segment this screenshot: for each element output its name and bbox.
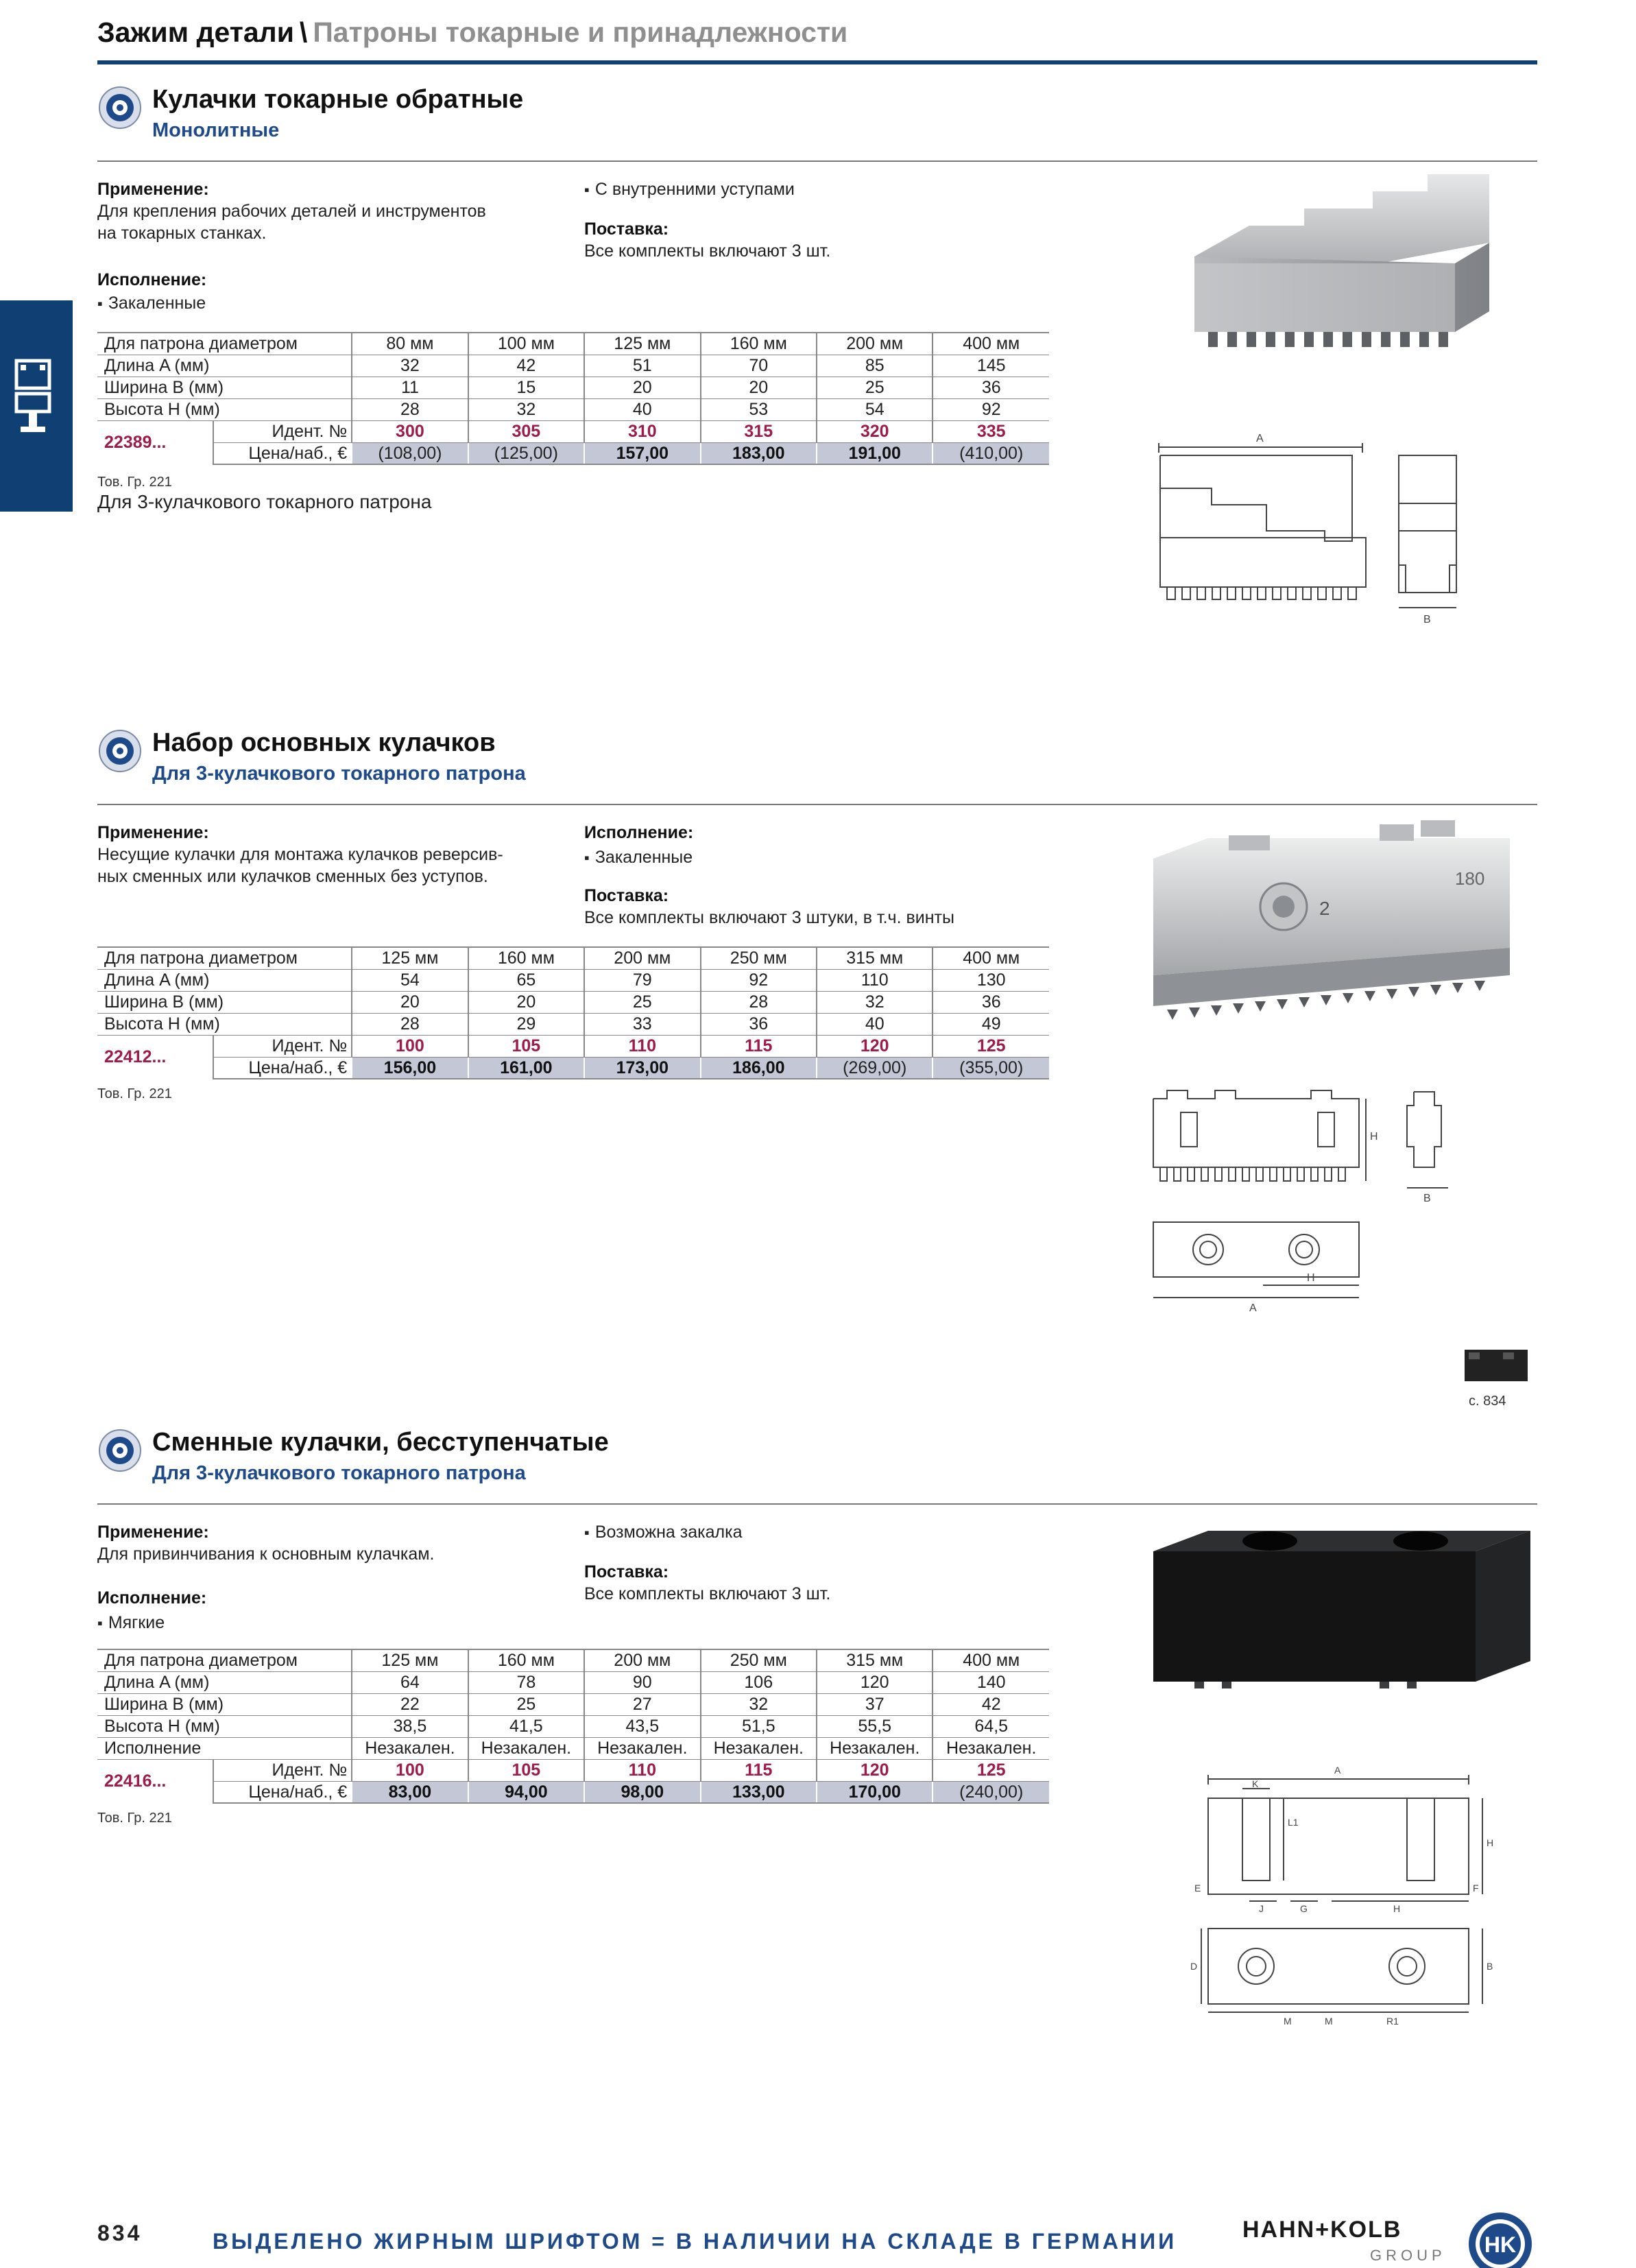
ident-cell: 315 — [701, 420, 817, 442]
application-text-line: Для крепления рабочих деталей и инструментов — [97, 202, 486, 221]
ident-cell: 110 — [584, 1759, 700, 1781]
base-jaw-drawing — [1140, 1071, 1551, 1332]
stock-note: ВЫДЕЛЕНО ЖИРНЫМ ШРИФТОМ = В НАЛИЧИИ НА СКЛАДЕ В ГЕРМАНИИ — [213, 2229, 1177, 2254]
supply-text: Все комплекты включают 3 штуки, в т.ч. винты — [584, 908, 954, 927]
dimension-h2-label: H — [1393, 1903, 1401, 1914]
dimension-a-label: A — [1256, 433, 1264, 444]
dimension-a-label: A — [1334, 1765, 1341, 1776]
dimension-b-label: B — [1487, 1961, 1493, 1972]
price-cell: 98,00 — [584, 1781, 700, 1803]
execution-item: ▪ Закаленные — [584, 846, 693, 869]
size-cell: 250 мм — [701, 947, 817, 969]
section-side-tab — [0, 300, 73, 512]
ident-row — [97, 420, 1049, 442]
ident-cell: 335 — [933, 420, 1049, 442]
base-jaw-photo — [1126, 811, 1551, 1037]
size-cell: 80 мм — [352, 333, 468, 355]
chuck-icon — [12, 355, 53, 444]
ident-label: Идент. № — [213, 1759, 352, 1781]
ident-cell: 100 — [352, 1035, 468, 1057]
section-title: Набор основных кулачков — [152, 728, 496, 757]
price-cell: (355,00) — [933, 1057, 1049, 1079]
size-cell: 100 мм — [468, 333, 584, 355]
page-header — [97, 16, 1537, 64]
dimension-g-label: G — [1300, 1903, 1308, 1914]
dimension-m-label: M — [1284, 2016, 1292, 2027]
article-number: 22412... — [97, 1035, 213, 1079]
size-cell: 160 мм — [468, 947, 584, 969]
ident-cell: 120 — [817, 1035, 933, 1057]
price-cell: 161,00 — [468, 1057, 584, 1079]
table-row: Ширина B (мм) 20 20 25 28 32 36 — [97, 991, 1049, 1013]
price-cell: 170,00 — [817, 1781, 933, 1803]
price-label: Цена/наб., € — [213, 442, 352, 464]
section-subtitle: Для 3-кулачкового токарного патрона — [152, 763, 526, 785]
table-header-label: Для патрона диаметром — [97, 1649, 352, 1671]
table-row: Высота H (мм) 28 29 33 36 40 49 — [97, 1013, 1049, 1035]
header-subcategory: Патроны токарные и принадлежности — [313, 16, 848, 48]
ident-cell: 120 — [817, 1759, 933, 1781]
brand-logo-letters: HK — [1484, 2232, 1517, 2257]
size-cell: 250 мм — [701, 1649, 817, 1671]
supply-text: Все комплекты включают 3 шт. — [584, 1584, 831, 1603]
table-row: Высота H (мм) 38,5 41,5 43,5 51,5 55,5 64,5 — [97, 1715, 1049, 1737]
ident-cell: 125 — [933, 1759, 1049, 1781]
price-cell: (240,00) — [933, 1781, 1049, 1803]
size-cell: 400 мм — [933, 947, 1049, 969]
spec-table — [97, 1649, 1049, 1804]
dimension-e-label: E — [1194, 1883, 1201, 1894]
price-label: Цена/наб., € — [213, 1781, 352, 1803]
price-cell: 191,00 — [817, 442, 933, 464]
price-cell: (108,00) — [352, 442, 468, 464]
ident-cell: 125 — [933, 1035, 1049, 1057]
ident-cell: 115 — [701, 1035, 817, 1057]
section-subtitle: Для 3-кулачкового токарного патрона — [152, 1462, 526, 1484]
execution-item: ▪ Закаленные — [97, 292, 206, 315]
table-row: Длина A (мм) 54 65 79 92 110 130 — [97, 969, 1049, 991]
ident-cell: 305 — [468, 420, 584, 442]
table-header-label: Для патрона диаметром — [97, 947, 352, 969]
application-label: Применение: — [97, 180, 209, 199]
execution-label: Исполнение: — [584, 823, 694, 842]
feature-item: ▪ Возможна закалка — [584, 1521, 743, 1544]
product-gear-logo — [97, 85, 143, 130]
brand-wordmark: HAHN+KOLB — [1242, 2217, 1402, 2243]
section-subtitle: Монолитные — [152, 119, 280, 141]
size-cell: 125 мм — [584, 333, 700, 355]
price-cell: (410,00) — [933, 442, 1049, 464]
price-cell: (269,00) — [817, 1057, 933, 1079]
ident-cell: 100 — [352, 1759, 468, 1781]
dimension-d-label: D — [1190, 1961, 1198, 1972]
top-jaw-drawing — [1181, 1757, 1537, 2031]
application-text-line: Для привинчивания к основным кулачкам. — [97, 1544, 435, 1564]
ident-cell: 110 — [584, 1035, 700, 1057]
ident-cell: 300 — [352, 420, 468, 442]
table-row: Высота H (мм) 28 32 40 53 54 92 — [97, 398, 1049, 420]
spec-table — [97, 332, 1049, 465]
section-title: Сменные кулачки, бесступенчатые — [152, 1428, 609, 1457]
dimension-h-label: H — [1487, 1837, 1494, 1848]
size-cell: 160 мм — [468, 1649, 584, 1671]
section-base-jaws — [97, 728, 1537, 1409]
table-row: Длина A (мм) 64 78 90 106 120 140 — [97, 1671, 1049, 1693]
supply-label: Поставка: — [584, 1562, 669, 1581]
price-row — [97, 442, 1049, 464]
price-cell: 183,00 — [701, 442, 817, 464]
application-text-line: Несущие кулачки для монтажа кулачков реверсив- — [97, 845, 503, 864]
size-engraving: 180 — [1455, 868, 1485, 889]
dimension-m2-label: M — [1325, 2016, 1333, 2027]
size-cell: 200 мм — [584, 1649, 700, 1671]
ident-cell: 105 — [468, 1759, 584, 1781]
ident-row — [97, 1035, 1049, 1057]
application-text-line: на токарных станках. — [97, 224, 267, 243]
size-cell: 160 мм — [701, 333, 817, 355]
header-separator: \ — [299, 16, 308, 48]
application-text-line: ных сменных или кулачков сменных без уступов. — [97, 867, 488, 886]
reverse-jaw-drawing — [1146, 428, 1544, 647]
execution-item: ▪ Мягкие — [97, 1612, 165, 1634]
header-rule — [97, 60, 1537, 64]
table-row: Длина A (мм) 32 42 51 70 85 145 — [97, 355, 1049, 377]
price-label: Цена/наб., € — [213, 1057, 352, 1079]
ident-cell: 105 — [468, 1035, 584, 1057]
brand-logo — [1466, 2210, 1535, 2268]
dimension-h2-label: H — [1307, 1272, 1315, 1284]
section-reverse-jaws — [97, 85, 1537, 647]
brand-group-label: GROUP — [1370, 2247, 1446, 2264]
table-row: Исполнение Незакален. Незакален. Незакален. Незакален. Незакален. Незакален. — [97, 1737, 1049, 1759]
size-cell: 400 мм — [933, 333, 1049, 355]
dimension-r1-label: R1 — [1386, 2016, 1399, 2027]
article-number: 22389... — [97, 420, 213, 464]
dimension-a-label: A — [1249, 1302, 1257, 1314]
supply-text: Все комплекты включают 3 шт. — [584, 241, 831, 261]
section-top-jaws — [97, 1428, 1537, 2031]
size-cell: 125 мм — [352, 947, 468, 969]
feature-item: ▪ С внутренними уступами — [584, 178, 795, 201]
size-cell: 200 мм — [817, 333, 933, 355]
ident-cell: 310 — [584, 420, 700, 442]
price-cell: 133,00 — [701, 1781, 817, 1803]
product-group: Тов. Гр. 221 — [97, 1811, 172, 1826]
price-cell: (125,00) — [468, 442, 584, 464]
page-number: 834 — [97, 2221, 143, 2245]
part-number-mark: 2 — [1319, 898, 1330, 919]
price-cell: 94,00 — [468, 1781, 584, 1803]
ident-cell: 115 — [701, 1759, 817, 1781]
table-header-label: Для патрона диаметром — [97, 333, 352, 355]
execution-label: Исполнение: — [97, 1588, 207, 1608]
top-jaw-photo — [1133, 1503, 1544, 1716]
product-gear-logo — [97, 728, 143, 774]
size-cell: 315 мм — [817, 1649, 933, 1671]
section-rule — [97, 804, 1537, 805]
dimension-b-label: B — [1423, 1193, 1431, 1204]
supply-label: Поставка: — [584, 886, 669, 905]
execution-label: Исполнение: — [97, 270, 207, 289]
table-row: Ширина B (мм) 11 15 20 20 25 36 — [97, 377, 1049, 398]
dimension-h-label: H — [1370, 1131, 1378, 1143]
application-label: Применение: — [97, 1523, 209, 1542]
article-number: 22416... — [97, 1759, 213, 1803]
table-row: Ширина B (мм) 22 25 27 32 37 42 — [97, 1693, 1049, 1715]
header-category: Зажим детали — [97, 16, 294, 48]
ident-cell: 320 — [817, 420, 933, 442]
ident-label: Идент. № — [213, 420, 352, 442]
dimension-b-label: B — [1423, 614, 1431, 625]
ident-label: Идент. № — [213, 1035, 352, 1057]
ident-row — [97, 1759, 1049, 1781]
price-row — [97, 1057, 1049, 1079]
dimension-l1-label: L1 — [1288, 1817, 1299, 1828]
reference-thumbnail[interactable] — [1462, 1346, 1530, 1385]
dimension-f-label: F — [1473, 1883, 1479, 1894]
price-cell: 83,00 — [352, 1781, 468, 1803]
spec-table — [97, 946, 1049, 1079]
usage-note: Для 3-кулачкового токарного патрона — [97, 491, 432, 512]
price-cell: 156,00 — [352, 1057, 468, 1079]
product-group: Тов. Гр. 221 — [97, 1086, 172, 1101]
size-cell: 315 мм — [817, 947, 933, 969]
product-gear-logo — [97, 1428, 143, 1473]
reference-caption[interactable]: с. 834 — [1469, 1394, 1506, 1409]
product-group: Тов. Гр. 221 — [97, 475, 172, 490]
price-cell: 157,00 — [584, 442, 700, 464]
dimension-k-label: K — [1252, 1778, 1259, 1789]
size-cell: 200 мм — [584, 947, 700, 969]
application-label: Применение: — [97, 823, 209, 842]
dimension-j-label: J — [1259, 1903, 1264, 1914]
supply-label: Поставка: — [584, 219, 669, 239]
size-cell: 400 мм — [933, 1649, 1049, 1671]
price-cell: 173,00 — [584, 1057, 700, 1079]
section-title: Кулачки токарные обратные — [152, 85, 524, 114]
price-row — [97, 1781, 1049, 1803]
reverse-jaw-photo — [1167, 160, 1530, 380]
price-cell: 186,00 — [701, 1057, 817, 1079]
size-cell: 125 мм — [352, 1649, 468, 1671]
